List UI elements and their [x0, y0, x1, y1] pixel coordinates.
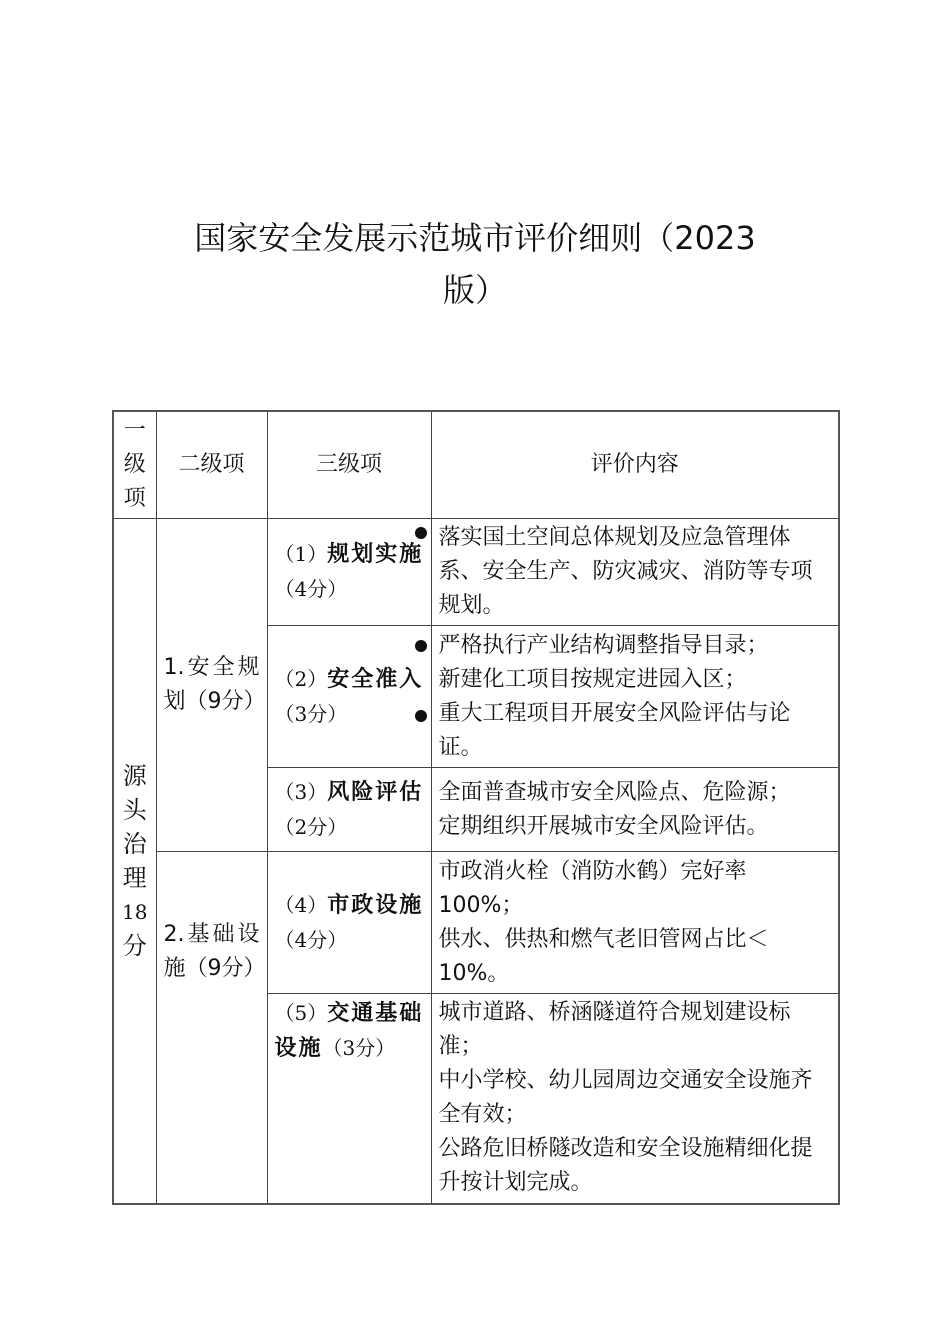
content-line: 重大工程项目开展安全风险评估与论证。	[438, 700, 791, 760]
title-line-1: 国家安全发展示范城市评价细则（2023	[194, 219, 756, 257]
header-level1: 一级项	[113, 411, 156, 519]
item-points: （4分）	[274, 927, 348, 952]
item-index: （4）	[274, 892, 328, 917]
title-line-2: 版）	[442, 271, 507, 309]
level1-score: 18	[122, 899, 148, 924]
content-cell-4	[431, 852, 839, 994]
item-index: （2）	[274, 666, 328, 691]
level1-cell	[113, 519, 156, 1204]
item-name: 交通基础设施	[274, 1001, 424, 1061]
level3-cell-4	[267, 852, 431, 994]
item-index: （5）	[274, 1001, 328, 1025]
item-points: （3分）	[274, 701, 348, 726]
content-line: 市政消火栓（消防水鹤）完好率100%；	[438, 858, 747, 918]
level1-name: 源头治理	[122, 761, 147, 892]
content-line: 公路危旧桥隧改造和安全设施精细化提升按计划完成。	[438, 1136, 813, 1196]
item-points: （4分）	[274, 577, 348, 601]
content-cell-2	[431, 626, 839, 768]
bullet-icon	[415, 527, 427, 539]
item-points: （2分）	[274, 814, 348, 839]
content-line: 供水、供热和燃气老旧管网占比＜10%。	[438, 926, 769, 986]
content-cell-1	[431, 519, 839, 626]
content-line: 落实国土空间总体规划及应急管理体系、安全生产、防灾减灾、消防等专项规划。	[438, 525, 813, 618]
header-level2: 二级项	[156, 411, 267, 519]
content-line: 城市道路、桥涵隧道符合规划建设标准；	[438, 1000, 791, 1060]
level3-cell-5	[267, 994, 431, 1204]
document-title	[0, 212, 950, 316]
content-line: 中小学校、幼儿园周边交通安全设施齐全有效；	[438, 1068, 813, 1128]
level3-cell-3	[267, 768, 431, 852]
content-cell-3	[431, 768, 839, 852]
item-points: （3分）	[322, 1036, 396, 1060]
evaluation-table	[112, 410, 840, 1205]
content-cell-5	[431, 994, 839, 1204]
item-index: （3）	[274, 779, 328, 804]
content-line: 定期组织开展城市安全风险评估。	[438, 813, 769, 839]
table-row	[113, 852, 839, 994]
content-line: 严格执行产业结构调整指导目录；	[438, 632, 769, 658]
level2-cell-1: 1.安全规划（9分）	[156, 519, 267, 852]
item-name: 规划实施	[327, 542, 424, 567]
level2-cell-2: 2.基础设施（9分）	[156, 852, 267, 1204]
item-name: 市政设施	[327, 892, 424, 918]
table-header-row	[113, 411, 839, 519]
level1-unit: 分	[122, 931, 147, 960]
bullet-icon	[415, 640, 427, 652]
header-level3: 三级项	[267, 411, 431, 519]
header-content: 评价内容	[431, 411, 839, 519]
level3-cell-1	[267, 519, 431, 626]
item-index: （1）	[274, 542, 328, 566]
content-line: 全面普查城市安全风险点、危险源；	[438, 779, 791, 805]
item-name: 安全准入	[327, 666, 424, 692]
level3-cell-2	[267, 626, 431, 768]
item-name: 风险评估	[327, 779, 424, 805]
table-row	[113, 519, 839, 626]
content-line: 新建化工项目按规定进园入区；	[438, 666, 747, 692]
bullet-icon	[415, 710, 427, 722]
